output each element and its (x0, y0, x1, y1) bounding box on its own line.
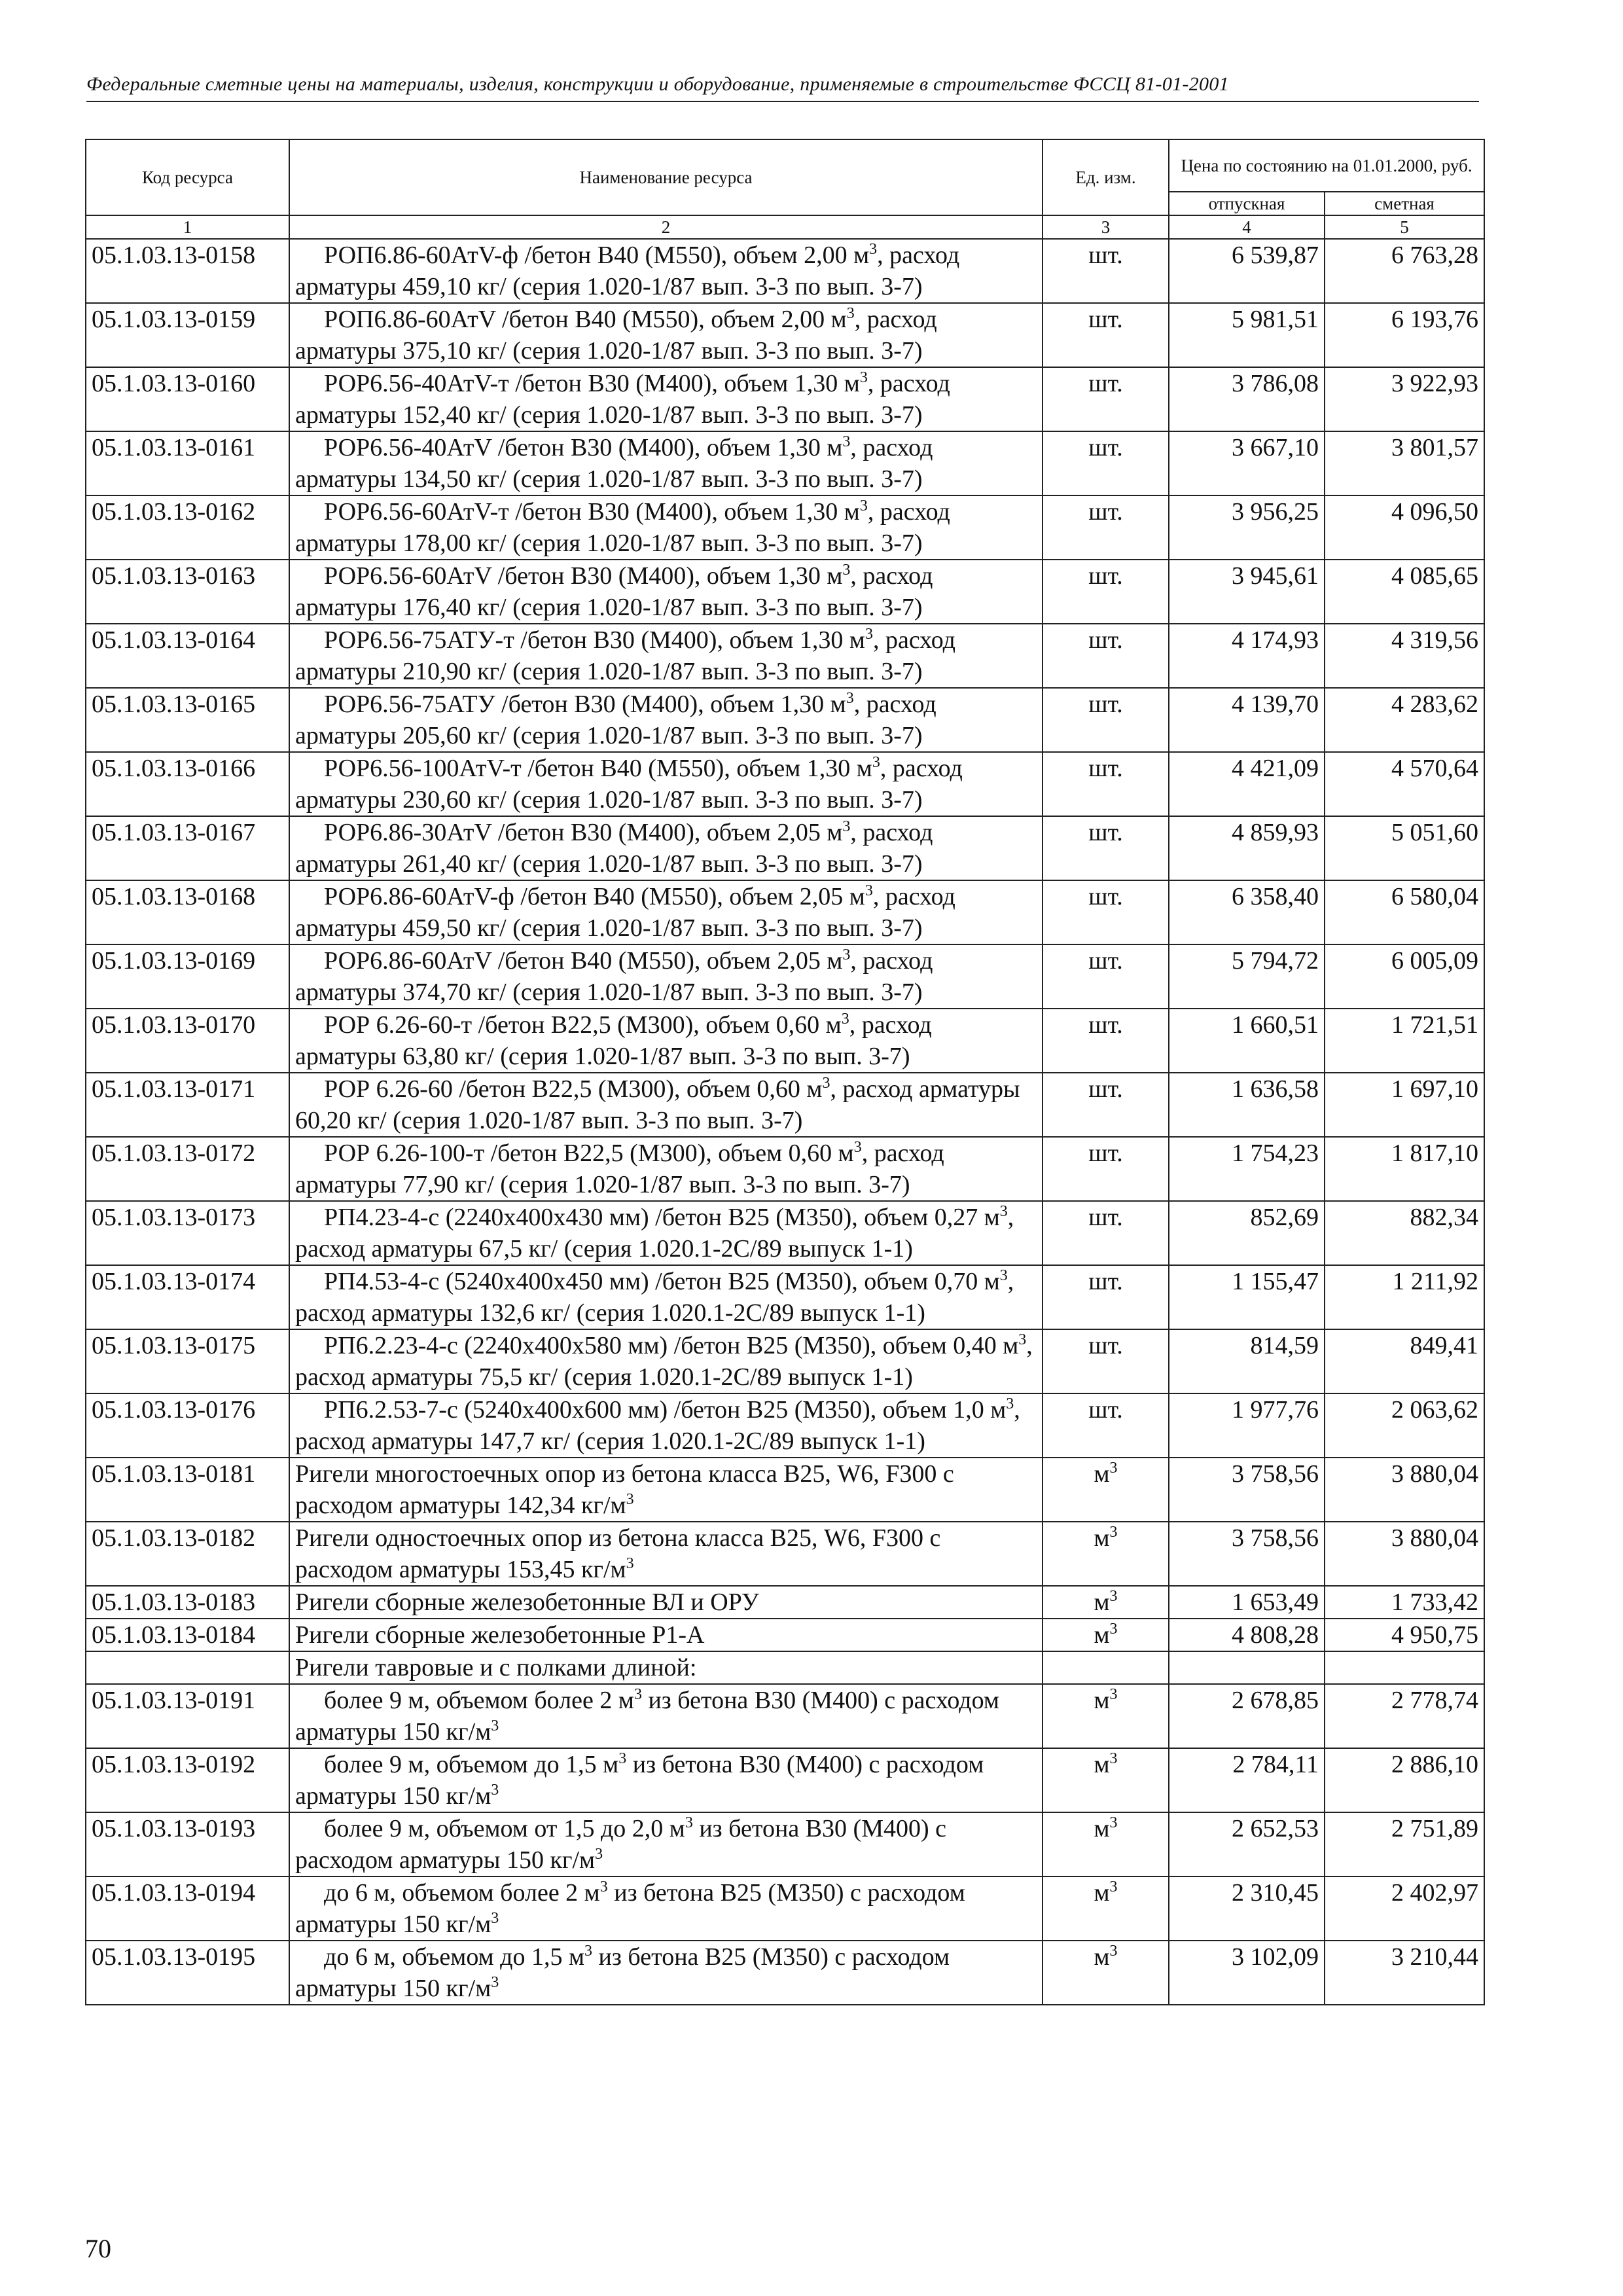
table-row (86, 1137, 1484, 1201)
resource-name: РП4.53-4-с (5240х400х450 мм) /бетон В25 (М350), объем 0,70 $м^3$, расход арматуры 132,6 кг/ (серия 1.020.1-2С/89 выпуск 1-1) (289, 1265, 1043, 1329)
col-number-4: 4 (1169, 215, 1325, 239)
unit-cell: шт. (1043, 1265, 1169, 1329)
resource-code: 05.1.03.13-0193 (86, 1812, 289, 1876)
resource-code: 05.1.03.13-0175 (86, 1329, 289, 1393)
table-row (86, 816, 1484, 880)
table-row (86, 1329, 1484, 1393)
table-row (86, 431, 1484, 495)
price-release-cell: 2 784,11 (1169, 1748, 1325, 1812)
resource-code: 05.1.03.13-0163 (86, 560, 289, 624)
price-release-cell (1169, 1651, 1325, 1684)
table-body (86, 239, 1484, 2005)
price-release-cell: 1 653,49 (1169, 1586, 1325, 1619)
price-release-cell: 6 358,40 (1169, 880, 1325, 944)
table-row (86, 752, 1484, 816)
resource-code: 05.1.03.13-0181 (86, 1458, 289, 1522)
resource-name: РОР6.56-75АТУ-т /бетон В30 (М400), объем 1,30 $м^3$, расход арматуры 210,90 кг/ (серия 1.020-1/87 вып. 3-3 по вып. 3-7) (289, 624, 1043, 688)
price-estimate-cell: 4 319,56 (1325, 624, 1484, 688)
unit-cell: шт. (1043, 431, 1169, 495)
table-row (86, 1522, 1484, 1586)
resource-name: до 6 м, объемом до 1,5 $м^3$ из бетона В25 (М350) с расходом арматуры 150 $кг/м^3$ (289, 1941, 1043, 2005)
table-row (86, 1073, 1484, 1137)
price-release-cell: 4 421,09 (1169, 752, 1325, 816)
page-header: Федеральные сметные цены на материалы, изделия, конструкции и оборудование, применяемые в строительстве ФССЦ 81-01-2001 (86, 73, 1479, 102)
col-header-price-estimate: сметная (1325, 192, 1484, 215)
resource-code: 05.1.03.13-0169 (86, 944, 289, 1009)
col-header-unit: Ед. изм. (1043, 139, 1169, 215)
resource-code: 05.1.03.13-0194 (86, 1876, 289, 1941)
resource-name: до 6 м, объемом более 2 $м^3$ из бетона В25 (М350) с расходом арматуры 150 $кг/м^3$ (289, 1876, 1043, 1941)
price-estimate-cell: 2 886,10 (1325, 1748, 1484, 1812)
unit-cell: шт. (1043, 1073, 1169, 1137)
unit-cell (1043, 1651, 1169, 1684)
table-row (86, 1393, 1484, 1458)
resource-name: РП6.2.53-7-с (5240х400х600 мм) /бетон В25 (М350), объем 1,0 $м^3$, расход арматуры 147,7 кг/ (серия 1.020.1-2С/89 выпуск 1-1) (289, 1393, 1043, 1458)
resource-code: 05.1.03.13-0176 (86, 1393, 289, 1458)
unit-cell: $м^3$ (1043, 1876, 1169, 1941)
table-row (86, 880, 1484, 944)
unit-cell: шт. (1043, 1201, 1169, 1265)
resource-code: 05.1.03.13-0170 (86, 1009, 289, 1073)
table-row (86, 624, 1484, 688)
price-release-cell: 4 139,70 (1169, 688, 1325, 752)
resource-code: 05.1.03.13-0167 (86, 816, 289, 880)
price-estimate-cell: 2 063,62 (1325, 1393, 1484, 1458)
unit-cell: шт. (1043, 1137, 1169, 1201)
table-row (86, 1812, 1484, 1876)
price-release-cell: 3 758,56 (1169, 1458, 1325, 1522)
price-estimate-cell (1325, 1651, 1484, 1684)
price-estimate-cell: 3 880,04 (1325, 1522, 1484, 1586)
price-release-cell: 4 174,93 (1169, 624, 1325, 688)
table-row (86, 239, 1484, 303)
table-row (86, 1458, 1484, 1522)
table-row (86, 495, 1484, 560)
table-row (86, 1619, 1484, 1651)
resource-code: 05.1.03.13-0173 (86, 1201, 289, 1265)
price-estimate-cell: 849,41 (1325, 1329, 1484, 1393)
price-release-cell: 3 667,10 (1169, 431, 1325, 495)
unit-cell: шт. (1043, 1393, 1169, 1458)
price-estimate-cell: 1 211,92 (1325, 1265, 1484, 1329)
resource-name: Ригели одностоечных опор из бетона класса В25, W6, F300 с расходом арматуры 153,45 $кг/м^3$ (289, 1522, 1043, 1586)
resource-name: Ригели многостоечных опор из бетона класса В25, W6, F300 с расходом арматуры 142,34 $кг/м^3$ (289, 1458, 1043, 1522)
col-number-5: 5 (1325, 215, 1484, 239)
resource-name: РОР 6.26-100-т /бетон В22,5 (М300), объем 0,60 $м^3$, расход арматуры 77,90 кг/ (серия 1.020-1/87 вып. 3-3 по вып. 3-7) (289, 1137, 1043, 1201)
price-release-cell: 2 652,53 (1169, 1812, 1325, 1876)
price-release-cell: 5 794,72 (1169, 944, 1325, 1009)
col-number-3: 3 (1043, 215, 1169, 239)
resource-code: 05.1.03.13-0161 (86, 431, 289, 495)
price-release-cell: 3 758,56 (1169, 1522, 1325, 1586)
price-release-cell: 4 859,93 (1169, 816, 1325, 880)
unit-cell: $м^3$ (1043, 1522, 1169, 1586)
price-release-cell: 1 636,58 (1169, 1073, 1325, 1137)
resource-name: РОР 6.26-60-т /бетон В22,5 (М300), объем 0,60 $м^3$, расход арматуры 63,80 кг/ (серия 1.020-1/87 вып. 3-3 по вып. 3-7) (289, 1009, 1043, 1073)
resource-code: 05.1.03.13-0166 (86, 752, 289, 816)
resource-name: РОР6.56-100АтV-т /бетон В40 (М550), объем 1,30 $м^3$, расход арматуры 230,60 кг/ (серия 1.020-1/87 вып. 3-3 по вып. 3-7) (289, 752, 1043, 816)
price-estimate-cell: 4 085,65 (1325, 560, 1484, 624)
resource-code: 05.1.03.13-0168 (86, 880, 289, 944)
price-estimate-cell: 4 096,50 (1325, 495, 1484, 560)
price-estimate-cell: 882,34 (1325, 1201, 1484, 1265)
unit-cell: $м^3$ (1043, 1458, 1169, 1522)
resource-name: РОР6.86-60АтV-ф /бетон В40 (М550), объем 2,05 $м^3$, расход арматуры 459,50 кг/ (серия 1.020-1/87 вып. 3-3 по вып. 3-7) (289, 880, 1043, 944)
unit-cell: $м^3$ (1043, 1941, 1169, 2005)
price-estimate-cell: 3 210,44 (1325, 1941, 1484, 2005)
table-row (86, 1684, 1484, 1748)
resource-name: РП4.23-4-с (2240х400х430 мм) /бетон В25 (М350), объем 0,27 $м^3$, расход арматуры 67,5 кг/ (серия 1.020.1-2С/89 выпуск 1-1) (289, 1201, 1043, 1265)
resource-code: 05.1.03.13-0162 (86, 495, 289, 560)
price-estimate-cell: 6 005,09 (1325, 944, 1484, 1009)
price-release-cell: 2 310,45 (1169, 1876, 1325, 1941)
resource-code: 05.1.03.13-0172 (86, 1137, 289, 1201)
price-release-cell: 6 539,87 (1169, 239, 1325, 303)
price-estimate-cell: 6 193,76 (1325, 303, 1484, 367)
unit-cell: шт. (1043, 1009, 1169, 1073)
unit-cell: $м^3$ (1043, 1684, 1169, 1748)
unit-cell: шт. (1043, 560, 1169, 624)
price-estimate-cell: 2 778,74 (1325, 1684, 1484, 1748)
price-release-cell: 3 956,25 (1169, 495, 1325, 560)
resource-code: 05.1.03.13-0183 (86, 1586, 289, 1619)
resource-name: РОР6.56-60АтV /бетон В30 (М400), объем 1,30 $м^3$, расход арматуры 176,40 кг/ (серия 1.020-1/87 вып. 3-3 по вып. 3-7) (289, 560, 1043, 624)
resource-name: РОР6.56-75АТУ /бетон В30 (М400), объем 1,30 $м^3$, расход арматуры 205,60 кг/ (серия 1.020-1/87 вып. 3-3 по вып. 3-7) (289, 688, 1043, 752)
resource-name: РОР 6.26-60 /бетон В22,5 (М300), объем 0,60 $м^3$, расход арматуры 60,20 кг/ (серия 1.020-1/87 вып. 3-3 по вып. 3-7) (289, 1073, 1043, 1137)
price-estimate-cell: 3 801,57 (1325, 431, 1484, 495)
unit-cell: шт. (1043, 944, 1169, 1009)
price-estimate-cell: 4 950,75 (1325, 1619, 1484, 1651)
table-row (86, 1009, 1484, 1073)
col-number-1: 1 (86, 215, 289, 239)
resource-name: РОР6.56-40АтV /бетон В30 (М400), объем 1,30 $м^3$, расход арматуры 134,50 кг/ (серия 1.020-1/87 вып. 3-3 по вып. 3-7) (289, 431, 1043, 495)
resource-code: 05.1.03.13-0158 (86, 239, 289, 303)
resource-code: 05.1.03.13-0160 (86, 367, 289, 431)
page-number: 70 (85, 2234, 111, 2263)
resource-code (86, 1651, 289, 1684)
resource-name: Ригели сборные железобетонные Р1-А (289, 1619, 1043, 1651)
table-row (86, 303, 1484, 367)
price-estimate-cell: 1 721,51 (1325, 1009, 1484, 1073)
price-estimate-cell: 3 880,04 (1325, 1458, 1484, 1522)
col-header-price-release: отпускная (1169, 192, 1325, 215)
table-row (86, 1265, 1484, 1329)
price-release-cell: 3 945,61 (1169, 560, 1325, 624)
price-release-cell: 2 678,85 (1169, 1684, 1325, 1748)
resource-name: РОР6.86-60АтV /бетон В40 (М550), объем 2,05 $м^3$, расход арматуры 374,70 кг/ (серия 1.020-1/87 вып. 3-3 по вып. 3-7) (289, 944, 1043, 1009)
table-row (86, 1201, 1484, 1265)
price-release-cell: 1 977,76 (1169, 1393, 1325, 1458)
table-row (86, 944, 1484, 1009)
resource-code: 05.1.03.13-0184 (86, 1619, 289, 1651)
unit-cell: $м^3$ (1043, 1586, 1169, 1619)
resource-code: 05.1.03.13-0182 (86, 1522, 289, 1586)
unit-cell: $м^3$ (1043, 1748, 1169, 1812)
unit-cell: шт. (1043, 1329, 1169, 1393)
price-table (85, 139, 1485, 2005)
price-release-cell: 5 981,51 (1169, 303, 1325, 367)
price-estimate-cell: 2 751,89 (1325, 1812, 1484, 1876)
col-number-2: 2 (289, 215, 1043, 239)
price-estimate-cell: 4 570,64 (1325, 752, 1484, 816)
price-release-cell: 1 754,23 (1169, 1137, 1325, 1201)
table-row (86, 367, 1484, 431)
unit-cell: шт. (1043, 624, 1169, 688)
resource-name: более 9 м, объемом более 2 $м^3$ из бетона В30 (М400) с расходом арматуры 150 $кг/м^3$ (289, 1684, 1043, 1748)
price-estimate-cell: 6 763,28 (1325, 239, 1484, 303)
price-release-cell: 3 786,08 (1169, 367, 1325, 431)
price-estimate-cell: 1 817,10 (1325, 1137, 1484, 1201)
price-estimate-cell: 2 402,97 (1325, 1876, 1484, 1941)
resource-code: 05.1.03.13-0164 (86, 624, 289, 688)
col-header-price-group: Цена по состоянию на 01.01.2000, руб. (1169, 139, 1484, 192)
col-header-code: Код ресурса (86, 139, 289, 215)
price-estimate-cell: 1 697,10 (1325, 1073, 1484, 1137)
resource-code: 05.1.03.13-0191 (86, 1684, 289, 1748)
price-release-cell: 1 155,47 (1169, 1265, 1325, 1329)
resource-name: РП6.2.23-4-с (2240х400х580 мм) /бетон В25 (М350), объем 0,40 $м^3$, расход арматуры 75,5 кг/ (серия 1.020.1-2С/89 выпуск 1-1) (289, 1329, 1043, 1393)
price-release-cell: 4 808,28 (1169, 1619, 1325, 1651)
col-header-name: Наименование ресурса (289, 139, 1043, 215)
unit-cell: шт. (1043, 816, 1169, 880)
resource-name: РОР6.56-60АтV-т /бетон В30 (М400), объем 1,30 $м^3$, расход арматуры 178,00 кг/ (серия 1.020-1/87 вып. 3-3 по вып. 3-7) (289, 495, 1043, 560)
price-release-cell: 1 660,51 (1169, 1009, 1325, 1073)
resource-name: РОР6.56-40АтV-т /бетон В30 (М400), объем 1,30 $м^3$, расход арматуры 152,40 кг/ (серия 1.020-1/87 вып. 3-3 по вып. 3-7) (289, 367, 1043, 431)
price-release-cell: 814,59 (1169, 1329, 1325, 1393)
unit-cell: шт. (1043, 367, 1169, 431)
table-row (86, 688, 1484, 752)
table-row (86, 560, 1484, 624)
resource-name: более 9 м, объемом от 1,5 до 2,0 $м^3$ из бетона В30 (М400) с расходом арматуры 150 $кг/м^3$ (289, 1812, 1043, 1876)
price-estimate-cell: 4 283,62 (1325, 688, 1484, 752)
unit-cell: $м^3$ (1043, 1812, 1169, 1876)
resource-code: 05.1.03.13-0165 (86, 688, 289, 752)
price-estimate-cell: 6 580,04 (1325, 880, 1484, 944)
table-row (86, 1651, 1484, 1684)
resource-name: РОП6.86-60АтV-ф /бетон В40 (М550), объем 2,00 $м^3$, расход арматуры 459,10 кг/ (серия 1.020-1/87 вып. 3-3 по вып. 3-7) (289, 239, 1043, 303)
resource-code: 05.1.03.13-0192 (86, 1748, 289, 1812)
unit-cell: $м^3$ (1043, 1619, 1169, 1651)
unit-cell: шт. (1043, 303, 1169, 367)
table-row (86, 1876, 1484, 1941)
resource-code: 05.1.03.13-0171 (86, 1073, 289, 1137)
price-estimate-cell: 5 051,60 (1325, 816, 1484, 880)
price-estimate-cell: 1 733,42 (1325, 1586, 1484, 1619)
resource-code: 05.1.03.13-0159 (86, 303, 289, 367)
table-row (86, 1586, 1484, 1619)
resource-name: Ригели тавровые и с полками длиной: (289, 1651, 1043, 1684)
resource-name: РОР6.86-30АтV /бетон В30 (М400), объем 2,05 $м^3$, расход арматуры 261,40 кг/ (серия 1.020-1/87 вып. 3-3 по вып. 3-7) (289, 816, 1043, 880)
unit-cell: шт. (1043, 495, 1169, 560)
unit-cell: шт. (1043, 688, 1169, 752)
table-row (86, 1941, 1484, 2005)
unit-cell: шт. (1043, 239, 1169, 303)
resource-name: РОП6.86-60АтV /бетон В40 (М550), объем 2,00 $м^3$, расход арматуры 375,10 кг/ (серия 1.020-1/87 вып. 3-3 по вып. 3-7) (289, 303, 1043, 367)
table-row (86, 1748, 1484, 1812)
price-estimate-cell: 3 922,93 (1325, 367, 1484, 431)
unit-cell: шт. (1043, 752, 1169, 816)
resource-name: более 9 м, объемом до 1,5 $м^3$ из бетона В30 (М400) с расходом арматуры 150 $кг/м^3$ (289, 1748, 1043, 1812)
resource-code: 05.1.03.13-0195 (86, 1941, 289, 2005)
price-release-cell: 3 102,09 (1169, 1941, 1325, 2005)
unit-cell: шт. (1043, 880, 1169, 944)
price-release-cell: 852,69 (1169, 1201, 1325, 1265)
resource-code: 05.1.03.13-0174 (86, 1265, 289, 1329)
resource-name: Ригели сборные железобетонные ВЛ и ОРУ (289, 1586, 1043, 1619)
